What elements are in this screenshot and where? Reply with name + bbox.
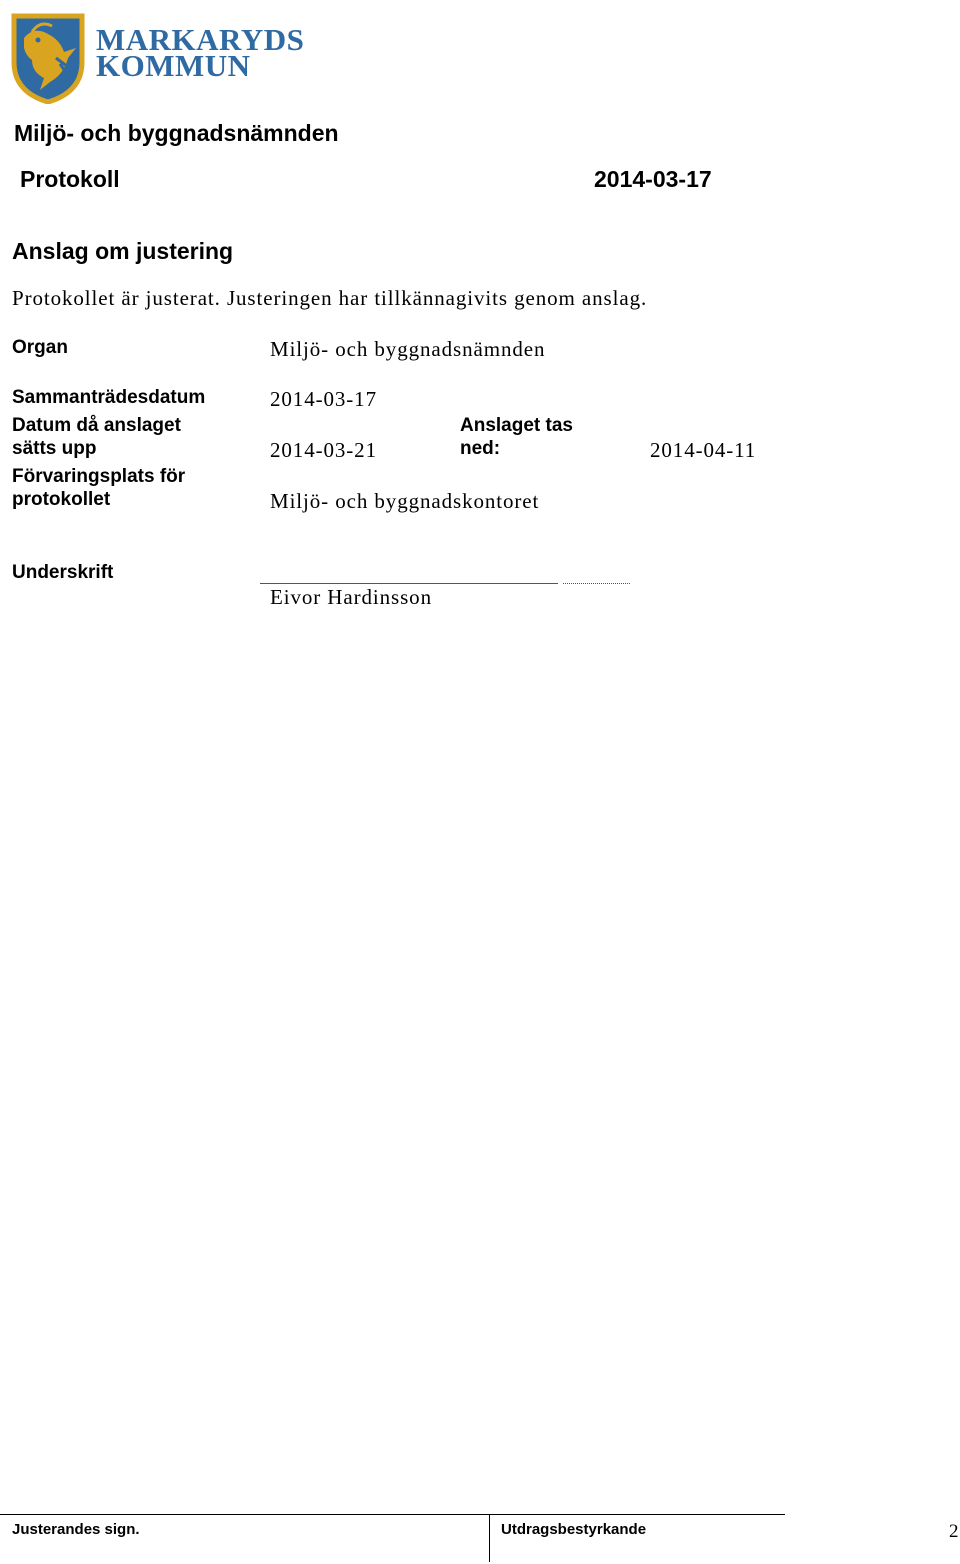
signer-name: Eivor Hardinsson xyxy=(270,585,432,609)
removal-date-label-line2: ned: xyxy=(460,438,501,459)
storage-location-label-line1: Förvaringsplats för xyxy=(12,466,186,487)
organization-heading: Miljö- och byggnadsnämnden xyxy=(14,120,339,146)
removal-date-label xyxy=(460,414,573,460)
footer-certification-label: Utdragsbestyrkande xyxy=(501,1521,647,1538)
document-type: Protokoll xyxy=(20,166,120,192)
signature-line xyxy=(260,583,558,584)
posted-date-value: 2014-03-21 xyxy=(270,438,377,462)
removal-date-value: 2014-04-11 xyxy=(650,438,757,462)
logo-text-line1: MARKARYDS xyxy=(96,22,305,57)
storage-location-label-line2: protokollet xyxy=(12,489,111,510)
meeting-date-value: 2014-03-17 xyxy=(270,387,377,411)
posted-date-label-line2: sätts upp xyxy=(12,438,97,459)
meeting-date-label: Sammanträdesdatum xyxy=(12,387,206,408)
posted-date-label xyxy=(12,414,181,460)
storage-location-value: Miljö- och byggnadskontoret xyxy=(270,489,540,513)
document-date: 2014-03-17 xyxy=(594,166,712,192)
section-title: Anslag om justering xyxy=(12,238,234,264)
signature-label: Underskrift xyxy=(12,562,114,583)
removal-date-label-line1: Anslaget tas xyxy=(460,415,573,436)
footer-divider-line xyxy=(0,1514,785,1515)
footer-column-divider xyxy=(489,1514,490,1562)
intro-text: Protokollet är justerat. Justeringen har tillkännagivits genom anslag. xyxy=(12,286,648,310)
footer-signature-label: Justerandes sign. xyxy=(12,1521,140,1538)
storage-location-label xyxy=(12,465,185,511)
signature-line-dotted xyxy=(563,583,630,584)
municipality-logo xyxy=(10,12,310,104)
page-number: 2 xyxy=(949,1521,959,1542)
organ-value: Miljö- och byggnadsnämnden xyxy=(270,337,546,361)
logo-text-line2: KOMMUN xyxy=(96,48,251,83)
posted-date-label-line1: Datum då anslaget xyxy=(12,415,181,436)
municipal-crest-bird-icon xyxy=(10,12,86,104)
organ-label: Organ xyxy=(12,337,68,358)
